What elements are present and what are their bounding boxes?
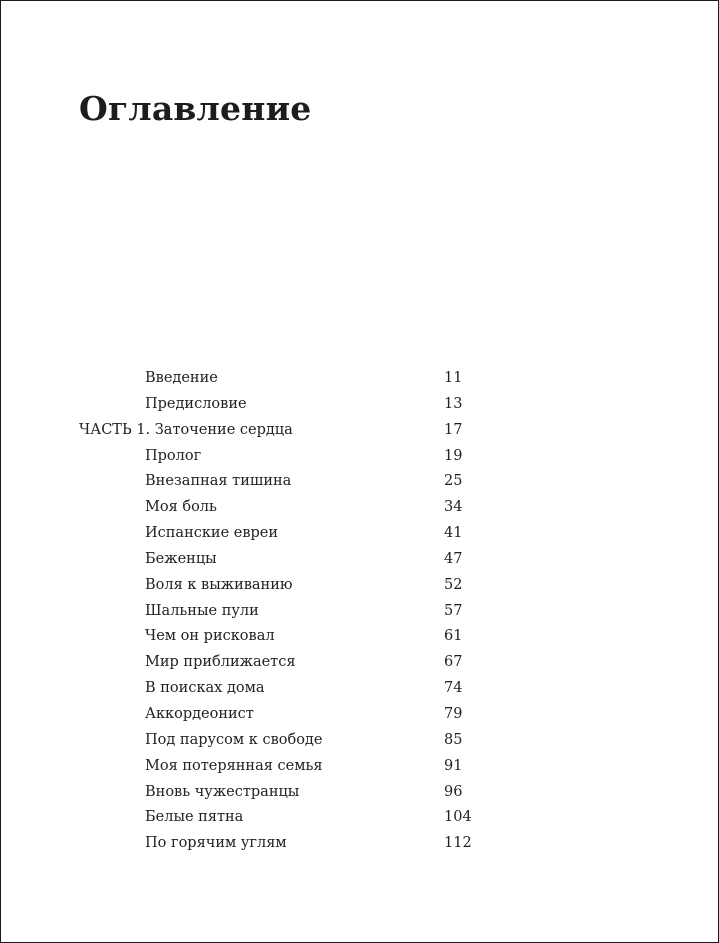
toc-entry-title: Аккордеонист [145,705,254,722]
toc-entry [1,496,718,522]
toc-entry [1,625,718,651]
toc-entry-title: Моя потерянная семья [145,757,323,774]
toc-page-number: 11 [444,370,463,386]
toc-page-number: 52 [444,576,463,593]
toc-entry [1,367,718,393]
toc-entry [1,651,718,677]
toc-entry-title: Беженцы [145,550,217,567]
page-title: Оглавление [79,89,312,128]
toc-entry [1,470,718,496]
toc-entry [1,522,718,548]
toc-page-number: 25 [444,473,463,490]
toc-page-number: 47 [444,550,463,567]
toc-entry [1,393,718,419]
toc-entry-title: По горячим углям [145,835,287,852]
toc-page-number: 67 [444,654,463,671]
toc-entry [1,445,718,471]
toc-entry-title: Пролог [145,447,202,464]
toc-page-number: 17 [444,421,463,438]
toc-entry-title: В поисках дома [145,680,265,697]
toc-page-number: 34 [444,499,463,516]
toc-part-entry [1,419,718,445]
toc-entry [1,755,718,781]
toc-entry-title: ЧАСТЬ 1. Заточение сердца [79,421,293,438]
toc-entry-title: Испанские евреи [145,525,279,542]
table-of-contents [1,367,718,858]
toc-entry [1,574,718,600]
toc-entry [1,703,718,729]
toc-page-number: 85 [444,731,463,748]
toc-page-number: 79 [444,705,463,722]
toc-entry-title: Чем он рисковал [145,628,275,645]
toc-entry [1,806,718,832]
toc-entry-title: Предисловие [145,395,247,412]
toc-entry-title: Введение [145,370,218,386]
toc-entry-title: Белые пятна [145,809,244,826]
toc-page-number: 19 [444,447,463,464]
toc-page-number: 104 [444,809,472,826]
toc-page-number: 61 [444,628,463,645]
toc-entry [1,600,718,626]
toc-entry-title: Под парусом к свободе [145,731,323,748]
toc-entry-title: Мир приближается [145,654,296,671]
toc-entry-title: Воля к выживанию [145,576,293,593]
toc-entry-title: Моя боль [145,499,217,516]
toc-entry [1,832,718,858]
toc-page-number: 112 [444,835,472,852]
toc-entry [1,729,718,755]
toc-page-number: 91 [444,757,463,774]
toc-entry-title: Шальные пули [145,602,259,619]
toc-entry [1,677,718,703]
toc-entry [1,548,718,574]
toc-page-number: 57 [444,602,463,619]
toc-entry-title: Внезапная тишина [145,473,292,490]
toc-entry-title: Вновь чужестранцы [145,783,300,800]
toc-page-number: 41 [444,525,463,542]
toc-page-number: 13 [444,395,463,412]
toc-page-number: 74 [444,680,463,697]
toc-entry [1,781,718,807]
toc-page-number: 96 [444,783,463,800]
